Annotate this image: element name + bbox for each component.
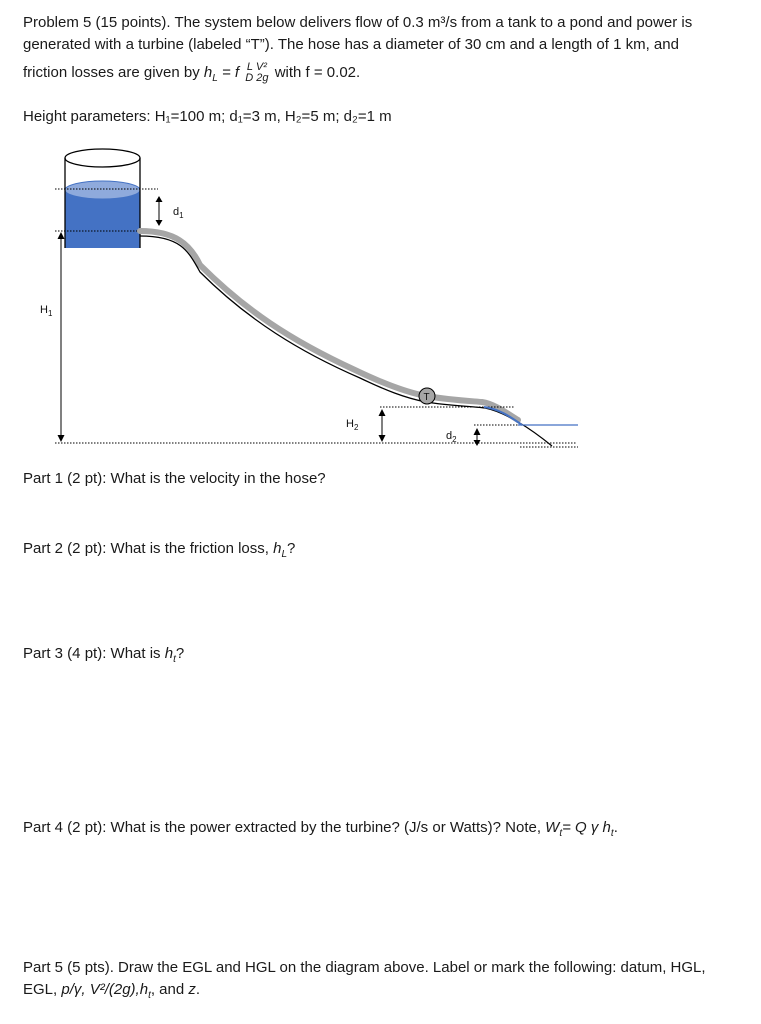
H1-arrowhead-top bbox=[58, 232, 65, 239]
part-5-last: z bbox=[188, 981, 196, 998]
part-2-question bbox=[23, 538, 295, 566]
part-3-question bbox=[23, 643, 184, 671]
part-5-terms: p/γ, $V^2/(2g),h_t$ bbox=[61, 981, 151, 1001]
part-4-suffix: . bbox=[613, 819, 618, 836]
height-parameters: Height parameters: H₁=100 m; d₁=3 m, H₂=5 m; d₂=1 m bbox=[23, 108, 392, 125]
problem-intro-text: Problem 5 (15 points). The system below delivers flow of 0.3 m³/s from a tank to a pond and power is generated with a turbine (labeled “T”). The hose has a diameter of 30 cm and a length of 1 km, and bbox=[23, 14, 693, 53]
part-4-text: Part 4 (2 pt): What is the power extracted by the turbine? (J/s or Watts)? Note, bbox=[23, 819, 541, 836]
formula-denominator: D 2g bbox=[245, 72, 269, 85]
part-2-text: Part 2 (2 pt): What is the friction loss, bbox=[23, 540, 269, 557]
friction-factor-text: with f = 0.02. bbox=[274, 64, 361, 81]
H1-arrowhead-bottom bbox=[58, 435, 65, 442]
friction-intro: friction losses are given by bbox=[23, 64, 200, 81]
d1-arrowhead-top bbox=[156, 196, 163, 202]
part-4-question bbox=[23, 817, 618, 845]
d2-arrowhead-top bbox=[474, 428, 481, 435]
tank-water-surface bbox=[65, 181, 140, 199]
part-5-question bbox=[23, 957, 738, 1007]
part-1-question: Part 1 (2 pt): What is the velocity in the hose? bbox=[23, 470, 326, 487]
part-3-text: Part 3 (4 pt): What is bbox=[23, 645, 161, 662]
d1-label: $d_1$ bbox=[173, 206, 184, 220]
hose bbox=[140, 231, 518, 420]
H1-label: $H_1$ bbox=[40, 304, 53, 318]
turbine-label: T bbox=[423, 392, 430, 403]
formula-h: h bbox=[203, 64, 213, 81]
H2-label: $H_2$ bbox=[346, 418, 359, 432]
formula-eq: = f bbox=[222, 64, 240, 81]
formula-h-sub: L bbox=[212, 73, 218, 84]
formula-numerator: L V² bbox=[246, 61, 267, 74]
part-5-mid: , and bbox=[150, 981, 185, 998]
tank-top-rim bbox=[65, 149, 140, 167]
part-2-var: $h_L$ bbox=[273, 540, 287, 560]
part-5-text: Part 5 (5 pts). Draw the EGL and HGL on the diagram above. Label or mark the following: datum, HGL, EGL, bbox=[23, 959, 706, 998]
part-5-end: . bbox=[195, 981, 201, 998]
H2-arrowhead-bottom bbox=[379, 435, 386, 442]
part-3-var: $h_t$ bbox=[164, 645, 176, 665]
part-3-suffix: ? bbox=[175, 645, 185, 662]
part-4-formula: $W_t= Q$ γ $h_t$ bbox=[545, 819, 614, 839]
part-2-suffix: ? bbox=[287, 540, 296, 557]
d1-arrowhead-bottom bbox=[156, 220, 163, 226]
H2-arrowhead-top bbox=[379, 409, 386, 416]
d2-label: $d_2$ bbox=[446, 430, 457, 444]
